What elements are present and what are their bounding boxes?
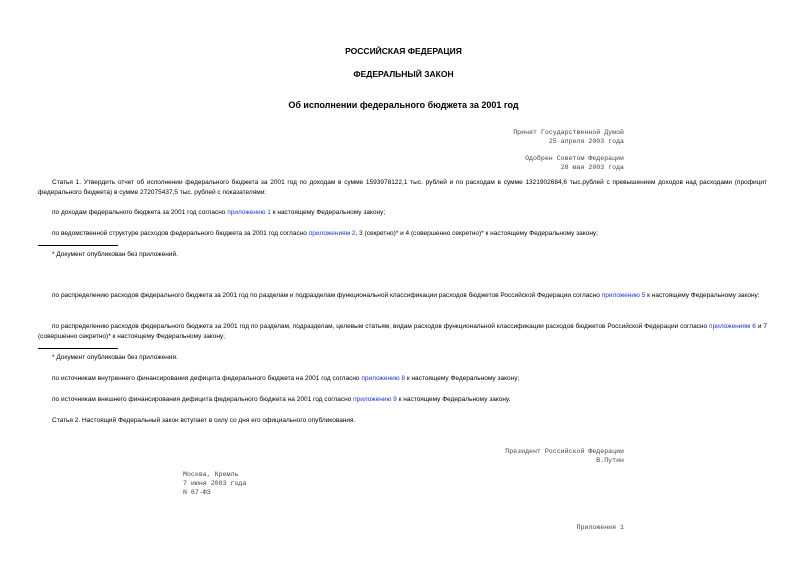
item-department: [52, 229, 767, 239]
footnote-divider-1: [38, 245, 118, 246]
appendix-label: Приложения 1: [576, 524, 624, 531]
appendix-2-link[interactable]: приложениям 2: [308, 230, 356, 237]
item-ext-post: к настоящему Федеральному закону.: [398, 396, 511, 403]
item-external: [52, 395, 767, 405]
signature-block: [420, 447, 624, 465]
item-functional: [38, 291, 767, 301]
item-int-post: к настоящему Федеральному закону;: [406, 375, 520, 382]
article-2-text: Статья 2. Настоящий Федеральный закон вступает в силу со дня его официального опубликования.: [52, 417, 356, 424]
council-date: 28 мая 2003 года: [560, 164, 624, 171]
council-label: Одобрен Советом Федерации: [525, 155, 624, 162]
article-1-text: Статья 1. Утвердить отчет об исполнении федерального бюджета за 2001 год по доходам в сумме 1593978122,1 тыс. рублей и по расходам в сумме 1321902684,6 тыс.рублей с превышением доходов над расходами (профицит федерального бюджета) в сумме 272075437,5 тыс. рублей с показателями:: [38, 179, 767, 196]
appendix-1-link[interactable]: приложению 1: [227, 209, 271, 216]
place: Москва, Кремль: [183, 471, 239, 478]
item-func-pre: по распределению расходов федерального бюджета за 2001 год по разделам и подразделам функциональной классификации расходов бюджетов Российской Федерации согласно: [52, 292, 600, 299]
date: 7 июня 2003 года: [183, 480, 247, 487]
signature-position: Президент Российской Федерации: [505, 448, 624, 455]
appendix-8-link[interactable]: приложению 8: [361, 375, 405, 382]
footnote-divider-2: [38, 348, 118, 349]
country-heading: РОССИЙСКАЯ ФЕДЕРАЦИЯ: [345, 46, 462, 56]
item-target-post: и 7 (совершенно секретно)* к настоящему Федеральному закону;: [38, 323, 767, 340]
appendix-9-link[interactable]: приложению 9: [353, 396, 397, 403]
item-dept-post: , 3 (секретно)* и 4 (совершенно секретно)* к настоящему Федеральному закону;: [355, 230, 598, 237]
item-income: [52, 208, 767, 218]
footnote-1: * Документ опубликован без приложений.: [52, 251, 178, 258]
item-int-pre: по источникам внутреннего финансирования дефицита федерального бюджета на 2001 год согласно: [52, 375, 360, 382]
item-dept-pre: по ведомственной структуре расходов федерального бюджета за 2001 год согласно: [52, 230, 307, 237]
law-number: N 67-ФЗ: [183, 489, 211, 496]
item-income-pre: по доходам федерального бюджета за 2001 год согласно: [52, 209, 226, 216]
item-target: [38, 322, 767, 342]
duma-date: 25 апреля 2003 года: [548, 138, 624, 145]
item-func-post: к настоящему Федеральному закону;: [647, 292, 760, 299]
footnote-2: * Документ опубликован без приложения.: [52, 354, 178, 361]
appendix-5-link[interactable]: приложению 5: [601, 292, 646, 299]
doc-type-heading: ФЕДЕРАЛЬНЫЙ ЗАКОН: [353, 69, 454, 79]
adoption-block: [420, 128, 624, 172]
item-income-post: к настоящему Федеральному закону;: [272, 209, 386, 216]
place-date-block: [183, 470, 383, 497]
appendix-6-link[interactable]: приложениям 6: [709, 323, 756, 330]
law-title: Об исполнении федерального бюджета за 2001 год: [288, 100, 519, 110]
item-internal: [52, 374, 767, 384]
item-ext-pre: по источникам внешнего финансирования дефицита федерального бюджета на 2001 год согласно: [52, 396, 352, 403]
duma-label: Принят Государственной Думой: [513, 129, 624, 136]
signature-name: В.Путин: [596, 457, 624, 464]
item-target-pre: по распределению расходов федерального бюджета за 2001 год по разделам, подразделам, целевым статьям, видам расходов функциональной классификации расходов бюджетов Российской Федерации согласно: [52, 323, 708, 330]
